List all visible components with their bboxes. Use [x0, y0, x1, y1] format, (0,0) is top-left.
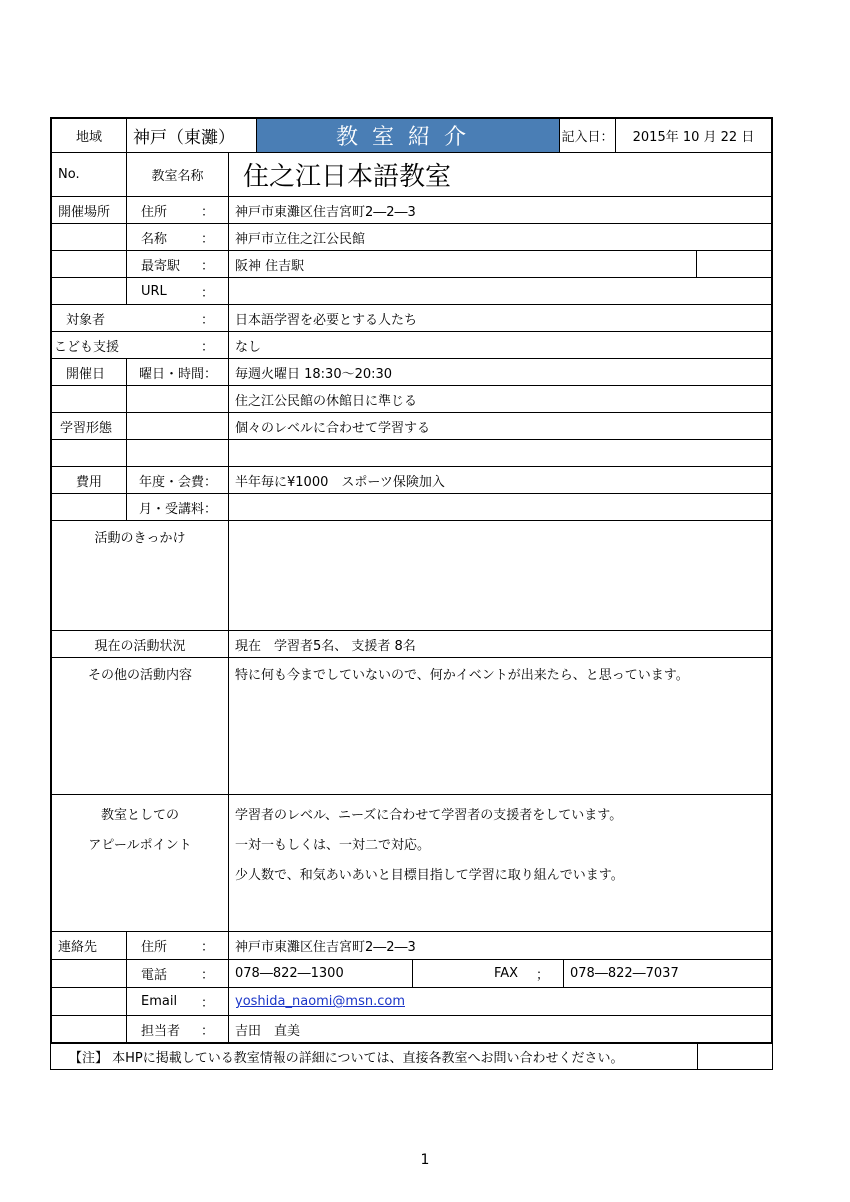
- venue-station-value: 阪神 住吉駅: [228, 251, 696, 277]
- fee-monthly-value: [228, 494, 771, 520]
- appeal-content: [228, 795, 771, 931]
- learning-style-row: [50, 413, 773, 440]
- contact-address-label: 住所 ：: [126, 932, 228, 959]
- contact-address-value: 神戸市東灘区住吉宮町2―2―3: [228, 932, 771, 959]
- date-value: 2015年 10 月 22 日: [615, 119, 771, 152]
- venue-name-value: 神戸市立住之江公民館: [228, 224, 771, 250]
- venue-name-label: 名称 ：: [126, 224, 228, 250]
- contact-fax-label: FAX ；: [494, 966, 549, 983]
- appeal-row: [50, 795, 773, 932]
- status-row: [50, 631, 773, 658]
- schedule-note-row: [50, 386, 773, 413]
- contact-label: 連絡先: [58, 940, 98, 955]
- target-row: [50, 305, 773, 332]
- page-title: 教室紹介: [256, 119, 559, 152]
- venue-url-row: [50, 278, 773, 305]
- contact-phone-row: [50, 960, 773, 988]
- venue-station-label: 最寄駅 ：: [126, 251, 228, 277]
- appeal-label-line1: 教室としての: [100, 808, 179, 823]
- status-label: 現在の活動状況: [94, 638, 186, 654]
- note-row: [50, 1044, 773, 1070]
- header-row: [50, 117, 773, 153]
- motivation-value: [228, 521, 771, 630]
- appeal-line: 一対一もしくは、一対二で対応。: [235, 838, 431, 853]
- venue-station-row: [50, 251, 773, 278]
- target-label: 対象者 ：: [66, 312, 214, 328]
- appeal-label: [52, 795, 228, 931]
- fees-label: 費用: [75, 474, 102, 490]
- contact-person-value: 吉田 直美: [228, 1016, 771, 1042]
- classroom-name: 住之江日本語教室: [228, 153, 771, 196]
- status-value: 現在 学習者5名、 支援者 8名: [228, 631, 771, 657]
- contact-email-link[interactable]: yoshida_naomi@msn.com: [235, 994, 405, 1009]
- fee-annual-row: [50, 467, 773, 494]
- venue-address-label: 住所 ：: [126, 197, 228, 223]
- contact-person-label: 担当者 ：: [126, 1016, 228, 1042]
- venue-section-label: 開催場所: [58, 204, 111, 220]
- motivation-label: 活動のきっかけ: [94, 531, 186, 546]
- name-label: 教室名称: [126, 153, 228, 196]
- contact-phone-label: 電話 ：: [126, 960, 228, 987]
- other-activities-label: その他の活動内容: [87, 668, 192, 683]
- classroom-row: [50, 153, 773, 197]
- learning-style-label: 学習形態: [60, 420, 113, 436]
- fee-annual-value: 半年毎に¥1000 スポーツ保険加入: [228, 467, 771, 493]
- contact-address-row: [50, 932, 773, 960]
- appeal-line: 少人数で、和気あいあいと目標目指して学習に取り組んでいます。: [235, 868, 624, 883]
- schedule-row: [50, 359, 773, 386]
- venue-address-row: [50, 197, 773, 224]
- other-activities-value: 特に何も今までしていないので、何かイベントが出来たら、と思っています。: [228, 658, 771, 794]
- page-number: 1: [420, 1152, 430, 1168]
- schedule-sub-label: 曜日・時間：: [126, 359, 228, 385]
- contact-email-cell: [228, 988, 771, 1015]
- schedule-note: 住之江公民館の休館日に準じる: [228, 386, 771, 412]
- contact-email-row: [50, 988, 773, 1016]
- blank-row: [50, 440, 773, 467]
- contact-email-label: Email ：: [126, 988, 228, 1015]
- contact-phone-value: 078―822―1300: [228, 960, 412, 987]
- venue-name-row: [50, 224, 773, 251]
- learning-style-value: 個々のレベルに合わせて学習する: [228, 413, 771, 439]
- region-label: 地域: [75, 130, 102, 145]
- fee-monthly-label: 月・受講料：: [126, 494, 228, 520]
- child-support-value: なし: [228, 332, 771, 358]
- fee-annual-label: 年度・会費：: [126, 467, 228, 493]
- motivation-row: [50, 521, 773, 631]
- classroom-info-sheet: [50, 117, 773, 1070]
- fee-monthly-row: [50, 494, 773, 521]
- venue-address-value: 神戸市東灘区住吉宮町2―2―3: [228, 197, 771, 223]
- child-support-row: [50, 332, 773, 359]
- appeal-label-line2: アピールポイント: [88, 838, 192, 853]
- contact-fax-value: 078―822―7037: [563, 960, 771, 987]
- child-support-label: こども支援 ：: [54, 339, 214, 355]
- no-label: No.: [58, 167, 80, 182]
- contact-person-row: [50, 1016, 773, 1044]
- venue-url-label: URL ：: [126, 278, 228, 304]
- schedule-label: 開催日: [66, 366, 106, 382]
- other-activities-row: [50, 658, 773, 795]
- note-text: 【注】 本HPに掲載している教室情報の詳細については、直接各教室へお問い合わせください。: [69, 1051, 624, 1066]
- schedule-value: 毎週火曜日 18:30～20:30: [228, 359, 771, 385]
- target-value: 日本語学習を必要とする人たち: [228, 305, 771, 331]
- date-label: 記入日：: [559, 119, 615, 152]
- venue-url-value[interactable]: [228, 278, 771, 304]
- region-value: 神戸（東灘）: [126, 119, 256, 152]
- appeal-line: 学習者のレベル、ニーズに合わせて学習者の支援者をしています。: [235, 808, 623, 823]
